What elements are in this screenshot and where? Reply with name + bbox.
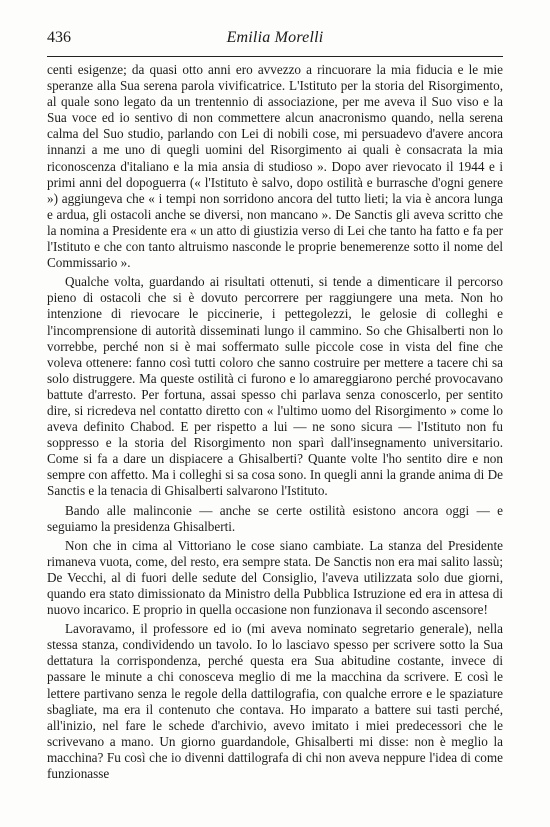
body-text [47, 62, 503, 785]
paragraph-4: Non che in cima al Vittoriano le cose siano cambiate. La stanza del Presidente rimaneva vuota, come, del resto, era sempre stata. De Sanctis non era mai salito lassù; De Vecchi, al di fuori delle sedute del Consiglio, l'aveva utilizzata solo due giorni, quando era stato dimissionato da Ministro della Pubblica Istruzione ed era in attesa di nuovo incarico. E proprio in quella occasione non funzionava il secondo ascensore! [47, 537, 503, 618]
paragraph-3: Bando alle malinconie — anche se certe ostilità esistono ancora oggi — e seguiamo la presidenza Ghisalberti. [47, 502, 503, 534]
paragraph-2: Qualche volta, guardando ai risultati ottenuti, si tende a dimenticare il percorso pieno di ostacoli che si è dovuto percorrere per raggiungere una meta. Non ho intenzione di rievocare le piccinerie, i pettegolezzi, le gelosie di colleghi e l'incomprensione di autorità disseminati lungo il cammino. So che Ghisalberti non lo vorrebbe, perché non si è mai soffermato sulle piccole cose in vista del fine che voleva ottenere: fanno così tutti coloro che sanno costruire per mettere a tacere chi sa solo distruggere. Ma queste ostilità ci furono e lo amareggiarono perché provocavano battute d'arresto. Per fortuna, assai spesso chi parlava senza conoscerlo, per sentito dire, si ricredeva nel contatto diretto con « l'ultimo uomo del Risorgimento » come lo aveva definito Chabod. E per rispetto a lui — ne sono sicura — l'Istituto non fu soppresso e la storia del Risorgimento non sparì dall'insegnamento universitario. Come si fa a dare un dispiacere a Ghisalberti? Quante volte l'ho sentito dire e non sempre con affetto. Ma i colleghi si sa cosa sono. In quegli anni la grande anima di De Sanctis e la tenacia di Ghisalberti salvarono l'Istituto. [47, 274, 503, 499]
paragraph-1: centi esigenze; da quasi otto anni ero avvezzo a rincuorare la mia fiducia e le mie speranze alla Sua serena parola vivificatrice. L'Istituto per la storia del Risorgimento, al quale sono legato da un trentennio di associazione, per me aveva il Suo viso e la Sua voce ed io sentivo di non commettere alcun anacronismo quando, nella serena calma del Suo studio, parlando con Lei di nobili cose, mi persuadevo d'avere ancora innanzi a me uno di quegli uomini del Risorgimento ai quali è consacrata la mia riconoscenza d'italiano e la mia ansia di studioso ». Dopo aver rievocato il 1944 e i primi anni del dopoguerra (« l'Istituto è salvo, dopo ostilità e burrasche d'ogni genere ») aggiungeva che « i tempi non sorridono ancora del tutto lieti; la via è ancora lunga e ardua, gli ostacoli anche se diversi, non mancano ». De Sanctis gli aveva scritto che la nomina a Presidente era « un atto di giustizia verso di Lei che tanto ha fatto e fa per l'Istituto e che con tanto altruismo nasconde le proprie benemerenze sotto il nome del Commissario ». [47, 62, 503, 271]
running-head-author: Emilia Morelli [226, 29, 324, 46]
paragraph-5: Lavoravamo, il professore ed io (mi aveva nominato segretario generale), nella stessa stanza, condividendo un tavolo. Io lo lasciavo spesso per scrivere sotto la Sua dettatura la corrispondenza, perché questa era Sua abitudine costante, invece di passare le minute a chi conosceva meglio di me la macchina da scrivere. E così le lettere partivano senza le regole della dattilografia, con qualche errore e le spaziature sbagliate, ma era il contenuto che contava. Ho imparato a battere sui tasti perché, all'inizio, nel fare le schede d'archivio, avevo imitato i miei predecessori che le scrivevano a mano. Un giorno guardandole, Ghisalberti mi disse: non è meglio la macchina? Fu così che io divenni dattilografa di chi non aveva neppure l'idea di come funzionasse [47, 621, 503, 782]
page-number: 436 [47, 29, 71, 46]
header-rule [47, 56, 503, 57]
page-header [47, 29, 503, 53]
